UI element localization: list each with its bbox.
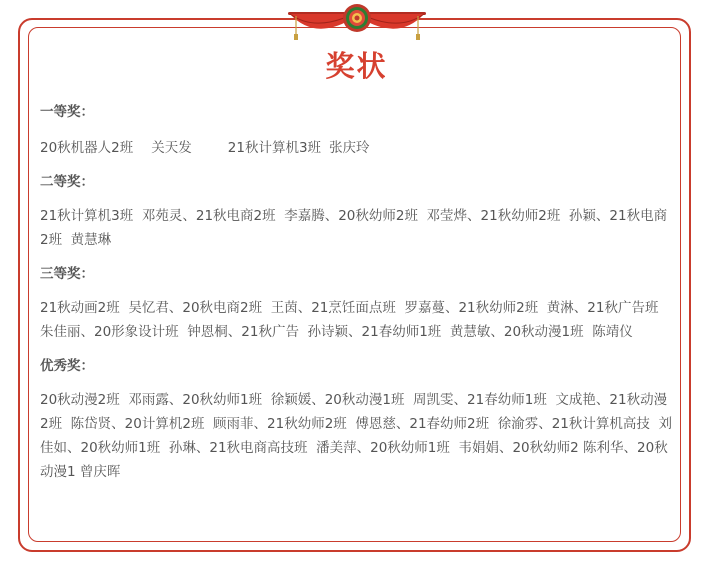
second-prize-heading: 二等奖： xyxy=(40,174,94,190)
excellence-prize-heading: 优秀奖： xyxy=(40,358,94,374)
first-prize-name-1: 关天发 xyxy=(151,140,192,156)
first-prize-name-2: 张庆玲 xyxy=(329,140,370,156)
excellence-prize-list: 20秋动漫2班 邓雨露、20秋幼师1班 徐颖媛、20秋动漫1班 周凯雯、21春幼师1班 文成艳、21秋动漫2班 陈岱贤、20计算机2班 顾雨菲、21秋幼师2班 傅恩慈、21春幼师2班 徐渝雰、21秋计算机高技 刘佳如、20秋幼师1班 孙琳、21秋电商高技班 潘美萍、20秋幼师1班 韦娟娟、20秋幼师2 陈利华、20秋动漫1 曾庆晖 xyxy=(40,392,672,480)
curtain-rosette-icon xyxy=(284,0,430,42)
award-content xyxy=(40,100,672,484)
page-title: 奖状 xyxy=(325,49,388,83)
first-prize-class-2: 21秋计算机3班 xyxy=(227,140,322,156)
first-prize-list xyxy=(40,136,672,160)
first-prize-heading: 一等奖： xyxy=(40,104,94,120)
first-prize-class-1: 20秋机器人2班 xyxy=(40,140,134,156)
second-prize-list: 21秋计算机3班 邓苑灵、21秋电商2班 李嘉腾、20秋幼师2班 邓莹烨、21秋幼师2班 孙颖、21秋电商2班 黄慧琳 xyxy=(40,208,668,248)
third-prize-list: 21秋动画2班 吴忆君、20秋电商2班 王茵、21烹饪面点班 罗嘉蔓、21秋幼师2班 黄淋、21秋广告班 朱佳丽、20形象设计班 钟恩桐、21秋广告 孙诗颖、21春幼师1班 黄慧敏、20秋动漫1班 陈靖仪 xyxy=(40,300,668,340)
third-prize-heading: 三等奖： xyxy=(40,266,94,282)
